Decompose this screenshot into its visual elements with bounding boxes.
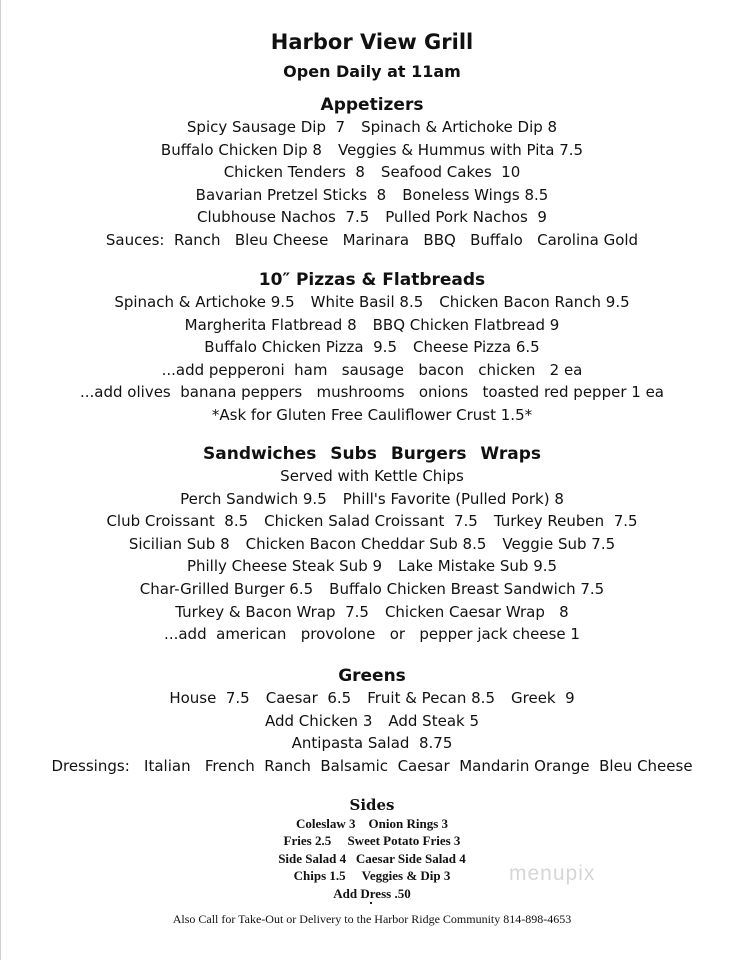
menu-lines [1, 291, 742, 427]
decorative-dot [370, 902, 372, 904]
menu-line [1, 755, 742, 778]
menu-item: Chips 1.5 Veggies & Dip 3 [293, 868, 451, 884]
pizzas-section [1, 269, 742, 427]
menu-line [1, 623, 742, 646]
menu-item: Add Steak 5 [388, 711, 480, 730]
menu-item: Perch Sandwich 9.5 [180, 489, 327, 508]
menu-item: Seafood Cakes 10 [380, 163, 521, 182]
menu-item: Char-Grilled Burger 6.5 [139, 579, 314, 598]
menu-line [1, 229, 742, 252]
section-heading: 10″ Pizzas & Flatbreads [258, 270, 486, 290]
menu-line [1, 601, 742, 624]
menu-item: Cheese Pizza 6.5 [413, 338, 540, 357]
menu-item: House 7.5 [169, 689, 250, 707]
menu-item: Margherita Flatbread 8 [184, 315, 357, 334]
menu-item: Sauces: Ranch Bleu Cheese Marinara BBQ Buffalo Carolina Gold [105, 230, 639, 249]
opening-hours: Open Daily at 11am [283, 62, 461, 81]
menu-item: Spicy Sausage Dip 7 [186, 118, 346, 136]
menu-item: Turkey & Bacon Wrap 7.5 [175, 602, 369, 621]
menu-item: *Ask for Gluten Free Cauliflower Crust 1.5* [211, 405, 533, 424]
restaurant-title: Harbor View Grill [270, 30, 474, 54]
menu-line [1, 116, 742, 139]
greens-section [1, 665, 742, 777]
menu-item: White Basil 8.5 [310, 293, 424, 311]
menu-item: Coleslaw 3 Onion Rings 3 [295, 816, 449, 831]
menu-line [1, 291, 742, 314]
menu-lines [1, 116, 742, 252]
section-heading: Sides [349, 796, 395, 814]
menu-item: ...add american provolone or pepper jack cheese 1 [164, 625, 580, 644]
menu-item: Served with Kettle Chips [280, 467, 464, 485]
menu-item: Lake Mistake Sub 9.5 [398, 557, 558, 576]
menu-item: Pulled Pork Nachos 9 [385, 208, 547, 227]
appetizers-section [1, 94, 742, 252]
menu-lines [1, 465, 742, 646]
section-heading: Appetizers [320, 95, 424, 115]
menu-line [1, 885, 742, 902]
menu-item: Club Croissant 8.5 [106, 512, 249, 531]
section-heading: Sandwiches Subs Burgers Wraps [203, 444, 541, 464]
menu-item: Greek 9 [511, 689, 575, 707]
menu-item: Bavarian Pretzel Sticks 8 [195, 185, 387, 204]
menu-item: Add Chicken 3 [264, 711, 373, 730]
menu-item: BBQ Chicken Flatbread 9 [372, 315, 560, 334]
menu-item: ...add pepperoni ham sausage bacon chicken 2 ea [161, 360, 583, 379]
menu-item: Add Dress .50 [333, 885, 411, 901]
menu-item: Phill's Favorite (Pulled Pork) 8 [342, 489, 564, 508]
menu-item: Veggies & Hummus with Pita 7.5 [337, 140, 584, 159]
footer-contact: Also Call for Take-Out or Delivery to the Harbor Ridge Community 814-898-4653 [172, 912, 572, 926]
watermark-logo: menupix [509, 862, 596, 885]
menu-item: Chicken Salad Croissant 7.5 [264, 512, 478, 531]
menu-item: Antipasta Salad 8.75 [291, 734, 453, 753]
menu-item: Chicken Bacon Cheddar Sub 8.5 [245, 534, 487, 553]
menu-line [1, 533, 742, 556]
menu-line [1, 206, 742, 229]
menu-line [1, 867, 742, 884]
menu-item: Turkey Reuben 7.5 [493, 512, 638, 531]
menu-page [1, 0, 742, 960]
menu-item: Caesar 6.5 [265, 689, 352, 707]
menu-line [1, 578, 742, 601]
menu-lines [1, 687, 742, 777]
sides-section [1, 795, 742, 902]
menu-line [1, 488, 742, 511]
menu-line [1, 850, 742, 867]
menu-item: Side Salad 4 Caesar Side Salad 4 [278, 850, 466, 866]
menu-line [1, 465, 742, 488]
menu-line [1, 510, 742, 533]
menu-line [1, 555, 742, 578]
menu-line [1, 710, 742, 733]
menu-item: ...add olives banana peppers mushrooms onions toasted red pepper 1 ea [80, 383, 664, 402]
menu-line [1, 336, 742, 359]
menu-item: Veggie Sub 7.5 [502, 534, 616, 553]
menu-item: Spinach & Artichoke Dip 8 [361, 118, 558, 136]
menu-item: Fruit & Pecan 8.5 [367, 689, 495, 707]
menu-item: Sicilian Sub 8 [128, 534, 230, 553]
menu-line [1, 314, 742, 337]
menu-item: Chicken Caesar Wrap 8 [384, 602, 569, 621]
menu-line [1, 832, 742, 849]
menu-line [1, 184, 742, 207]
menu-line [1, 732, 742, 755]
sandwiches-section [1, 443, 742, 646]
menu-line [1, 139, 742, 162]
menu-item: Boneless Wings 8.5 [402, 185, 549, 204]
menu-line [1, 815, 742, 832]
menu-item: Dressings: Italian French Ranch Balsamic Caesar Mandarin Orange Bleu Cheese [51, 756, 693, 775]
menu-item: Philly Cheese Steak Sub 9 [186, 557, 383, 576]
menu-line [1, 359, 742, 382]
menu-item: Buffalo Chicken Pizza 9.5 [204, 338, 397, 357]
menu-line [1, 404, 742, 427]
menu-item: Buffalo Chicken Breast Sandwich 7.5 [329, 579, 605, 598]
menu-item: Spinach & Artichoke 9.5 [114, 293, 295, 311]
menu-line [1, 161, 742, 184]
menu-item: Fries 2.5 Sweet Potato Fries 3 [283, 833, 461, 849]
menu-item: Clubhouse Nachos 7.5 [197, 208, 370, 227]
menu-item: Chicken Tenders 8 [223, 163, 365, 182]
menu-line [1, 381, 742, 404]
menu-line [1, 687, 742, 710]
menu-lines [1, 815, 742, 902]
menu-item: Buffalo Chicken Dip 8 [160, 140, 322, 159]
menu-item: Chicken Bacon Ranch 9.5 [439, 293, 630, 311]
section-heading: Greens [338, 666, 406, 686]
